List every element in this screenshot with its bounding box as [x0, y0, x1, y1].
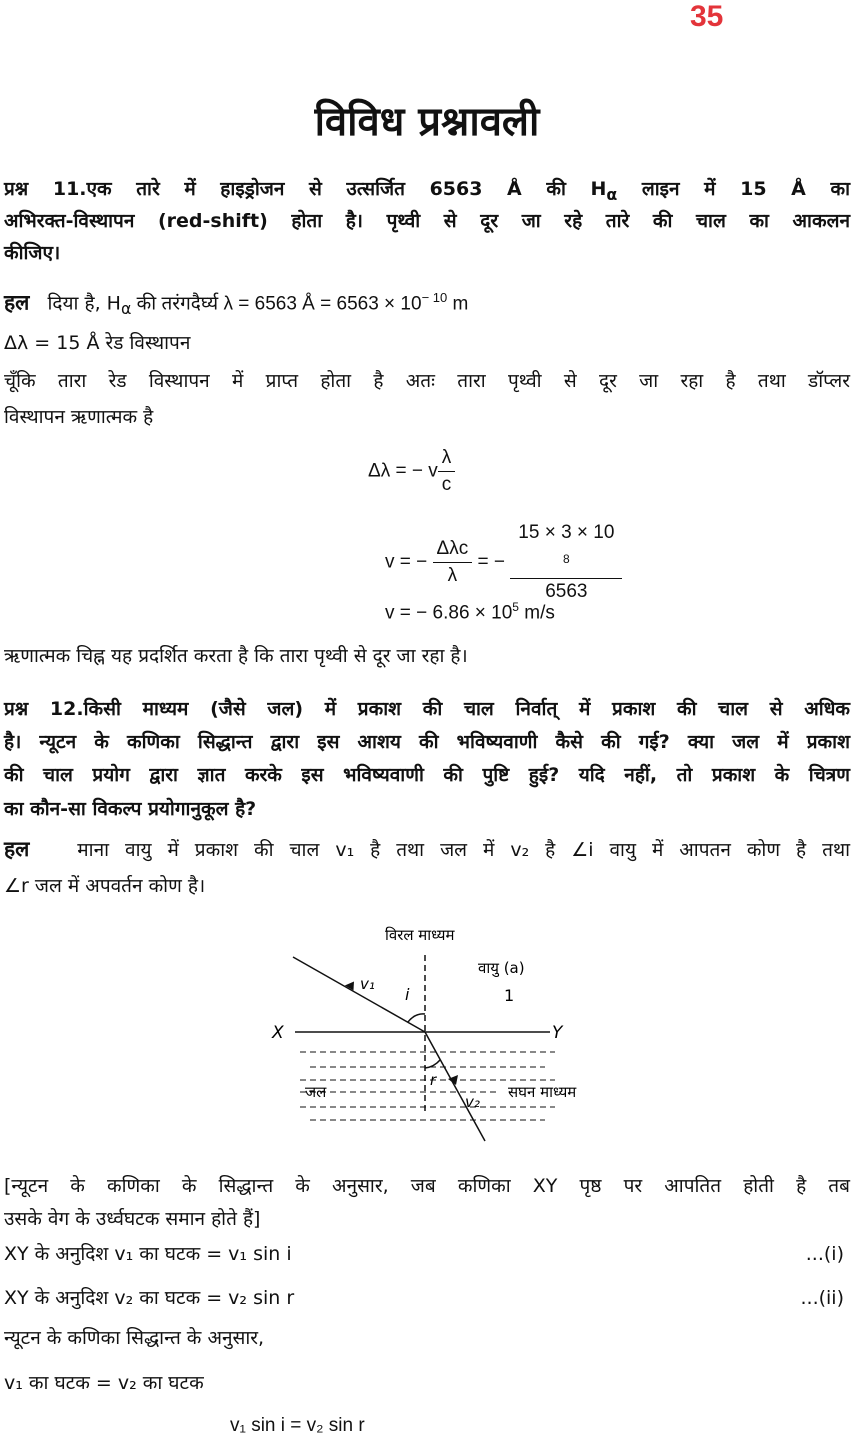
- label-air: वायु (a): [478, 959, 525, 977]
- s: माना वायु में प्रकाश की चाल v₁ है तथा जल में v₂ है ∠i वायु में आपतन कोण है तथा: [77, 839, 851, 861]
- q11-line2: अभिरक्त-विस्थापन (red-shift) होता है। पृथ्वी से दूर जा रहे तारे की चाल का आकलन: [4, 210, 850, 232]
- s: v = − 6.86 × 10: [385, 602, 513, 624]
- s: = −: [477, 551, 505, 573]
- s: 6563: [545, 581, 588, 603]
- s: m/s: [518, 602, 555, 624]
- equation-3: [385, 594, 555, 626]
- label-v1: v₁: [360, 975, 375, 993]
- s: किसी माध्यम (जैसे जल) में प्रकाश की चाल निर्वात् में प्रकाश की चाल से अधिक: [83, 698, 850, 720]
- equation-1: [368, 445, 455, 498]
- q11-text: एक तारे में हाइड्रोजन से उत्सर्जित 6563 Å की H: [86, 178, 607, 200]
- q11-label: प्रश्न 11.: [4, 178, 87, 200]
- component-1: [4, 1241, 850, 1267]
- label-rare-medium: विरल माध्यम: [385, 926, 455, 944]
- equation-tag-i: ...(i): [805, 1243, 844, 1265]
- q11-solution-line3: चूँकि तारा रेड विस्थापन में प्राप्त होता है अतः तारा पृथ्वी से दूर जा रहा है तथा डॉप्लर: [4, 370, 850, 392]
- q11-solution-line4: विस्थापन ऋणात्मक है: [4, 406, 154, 428]
- component-2: [4, 1285, 850, 1311]
- label-one: 1: [504, 986, 515, 1005]
- equation-tag-ii: ...(ii): [800, 1287, 844, 1309]
- q12-line3: की चाल प्रयोग द्वारा ज्ञात करके इस भविष्यवाणी की पुष्टि हुई? यदि नहीं, तो प्रकाश के चित्रण: [4, 764, 850, 786]
- page-number: 35: [690, 0, 724, 33]
- s: m: [447, 293, 469, 315]
- q11-line1: [4, 176, 850, 208]
- q12-line2: है। न्यूटन के कणिका सिद्धान्त द्वारा इस आशय की भविष्यवाणी कैसे की गई? क्या जल में प्रकाश: [4, 731, 850, 753]
- newton-line4: v₁ का घटक = v₂ का घटक: [4, 1372, 204, 1394]
- s: λ: [438, 445, 456, 472]
- q12-label: प्रश्न 12.: [4, 698, 84, 720]
- s: Δλ = − v: [368, 460, 438, 482]
- s: XY के अनुदिश v₂ का घटक = v₂ sin r: [4, 1287, 295, 1309]
- q12-solution-line1: [4, 836, 850, 863]
- q12-line4: का कौन-सा विकल्प प्रयोगानुकूल है?: [4, 798, 257, 820]
- q11-line3: कीजिए।: [4, 242, 61, 264]
- solution-label: हल: [4, 837, 30, 861]
- label-r: r: [430, 1071, 437, 1089]
- label-v2: v₂: [465, 1093, 480, 1111]
- s: की तरंगदैर्घ्य λ = 6563 Å = 6563 × 10: [131, 293, 422, 315]
- q11-solution-line1: [4, 285, 850, 322]
- s: 8: [563, 552, 570, 566]
- s: v = −: [385, 551, 428, 573]
- equation-2: [385, 520, 622, 605]
- s: 5: [512, 600, 519, 614]
- s: α: [120, 299, 132, 319]
- q12-line1: [4, 696, 850, 722]
- newton-line2: उसके वेग के उर्ध्वघटक समान होते हैं]: [4, 1208, 261, 1230]
- label-i: i: [405, 985, 410, 1004]
- equation-snell: v₁ sin i = v₂ sin r: [230, 1415, 365, 1436]
- page-title: विविध प्रश्नावली: [314, 99, 540, 145]
- s: दिया है, H: [47, 292, 121, 315]
- solution-label: हल: [4, 290, 30, 315]
- q11-sub: α: [606, 184, 618, 204]
- s: c: [441, 474, 452, 495]
- label-x: X: [272, 1023, 284, 1043]
- s: 15 × 3 × 10: [518, 522, 615, 543]
- q12-solution-line2: ∠r जल में अपवर्तन कोण है।: [4, 875, 206, 897]
- label-y: Y: [552, 1023, 563, 1043]
- s: λ: [447, 565, 458, 587]
- s: Δλc: [433, 536, 473, 563]
- q11-conclusion: ऋणात्मक चिह्न यह प्रदर्शित करता है कि तारा पृथ्वी से दूर जा रहा है।: [4, 645, 468, 667]
- q11-solution-line2: Δλ = 15 Å रेड विस्थापन: [4, 332, 191, 354]
- newton-line3: न्यूटन के कणिका सिद्धान्त के अनुसार,: [4, 1327, 265, 1349]
- q11-text2: लाइन में 15 Å का: [617, 178, 850, 200]
- s: − 10: [421, 290, 448, 305]
- refraction-diagram: [260, 915, 620, 1145]
- label-water: जल: [305, 1083, 327, 1101]
- label-dense-medium: सघन माध्यम: [508, 1083, 577, 1101]
- newton-line1: [न्यूटन के कणिका के सिद्धान्त के अनुसार, जब कणिका XY पृष्ठ पर आपतित होती है तब: [4, 1175, 850, 1197]
- s: XY के अनुदिश v₁ का घटक = v₁ sin i: [4, 1243, 292, 1265]
